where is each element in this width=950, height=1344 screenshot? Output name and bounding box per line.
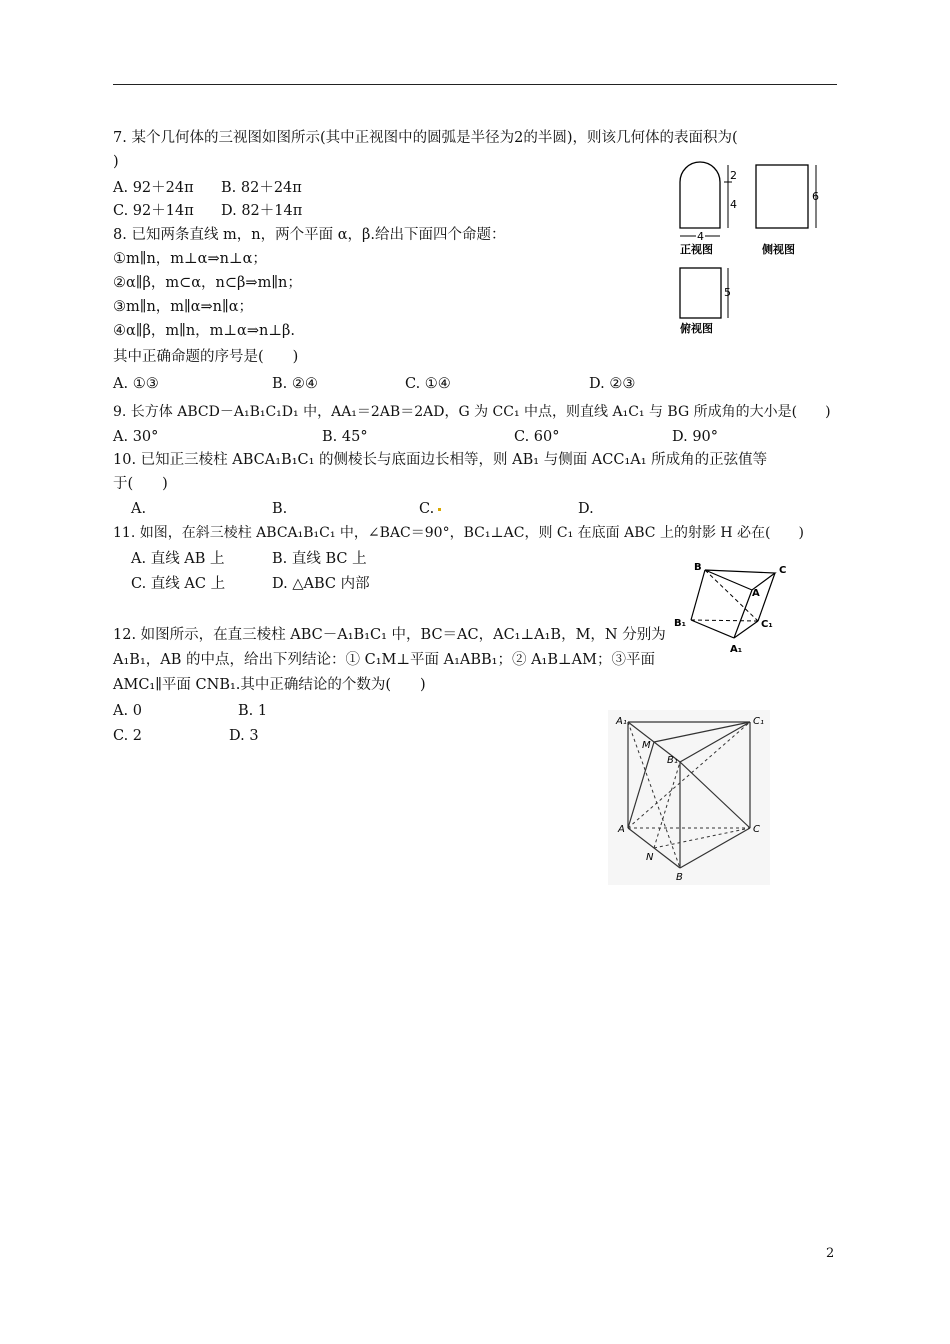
q10-option-d: D. (578, 501, 594, 517)
q8-question: 其中正确命题的序号是( ) (113, 349, 299, 365)
label-b1: B₁ (667, 755, 678, 766)
prism-edge-bb1 (691, 570, 705, 620)
top-view-label: 俯视图 (680, 322, 713, 335)
prism-hidden-edge-b1c1 (691, 620, 758, 621)
oblique-prism-drawing (672, 560, 792, 656)
q10-option-c-mark (438, 508, 441, 511)
q9-option-c: C. 60° (514, 429, 560, 445)
label-a1: A₁ (616, 716, 627, 727)
q8-proposition-1: ①m∥n，m⊥α⇒n⊥α； (113, 251, 267, 267)
q12-option-b: B. 1 (238, 703, 268, 719)
header-rule (113, 84, 837, 85)
q10-option-c: C. (419, 500, 441, 518)
q8-text: 8. 已知两条直线 m，n，两个平面 α，β.给出下面四个命题： (113, 227, 506, 243)
q8-option-c: C. ①④ (405, 376, 451, 392)
dim-label-4-vertical: 4 (730, 198, 737, 211)
front-view-shape (680, 162, 720, 228)
q12-option-d: D. 3 (229, 728, 259, 744)
label-a1: A₁ (730, 644, 743, 655)
q7-option-d: D. 82＋14π (221, 203, 303, 219)
label-b1: B₁ (674, 618, 687, 629)
q11-option-d: D. △ABC 内部 (272, 576, 370, 592)
three-view-drawing (670, 160, 830, 340)
dim-label-2: 2 (730, 169, 737, 182)
q8-option-d: D. ②③ (589, 376, 636, 392)
side-view-shape (756, 165, 808, 228)
label-b: B (694, 562, 702, 573)
top-view-shape (680, 268, 721, 318)
q11-text: 11. 如图，在斜三棱柱 ABCA₁B₁C₁ 中，∠BAC＝90°，BC₁⊥AC，则 C₁ 在底面 ABC 上的射影 H 必在( ) (113, 525, 804, 541)
dim-label-4-horizontal: 4 (697, 230, 704, 243)
q10-option-a: A. (131, 501, 147, 517)
front-view-label: 正视图 (680, 243, 713, 256)
q12-option-a: A. 0 (113, 703, 142, 719)
figure-background (608, 710, 770, 885)
q9-option-a: A. 30° (113, 429, 159, 445)
dim-label-5: 5 (724, 286, 731, 299)
q8-proposition-3: ③m∥n，m∥α⇒n∥α； (113, 299, 254, 315)
dim-label-6: 6 (812, 190, 819, 203)
q7-option-b: B. 82＋24π (221, 180, 302, 196)
right-prism-figure (608, 710, 770, 885)
q9-option-b: B. 45° (322, 429, 368, 445)
q10-option-b: B. (272, 501, 288, 517)
three-view-figure (670, 160, 830, 340)
label-n: N (646, 852, 654, 863)
prism-edge-aa1 (734, 590, 752, 638)
oblique-prism-figure (672, 560, 792, 656)
q10-text-cont: 于( ) (113, 476, 168, 492)
q12-text: 12. 如图所示，在直三棱柱 ABC－A₁B₁C₁ 中，BC＝AC，AC₁⊥A₁B，M，N 分别为 (113, 627, 666, 643)
label-a: A (618, 824, 625, 835)
label-c1: C₁ (761, 619, 773, 630)
label-c: C (753, 824, 760, 835)
prism-edge-cc1 (758, 573, 775, 621)
q8-option-a: A. ①③ (113, 376, 159, 392)
q8-option-b: B. ②④ (272, 376, 318, 392)
q11-option-c: C. 直线 AC 上 (131, 576, 226, 592)
q7-text-cont: ) (113, 154, 119, 170)
side-view-label: 侧视图 (762, 243, 795, 256)
q8-proposition-2: ②α∥β，m⊂α，n⊂β⇒m∥n； (113, 275, 302, 291)
q11-option-b: B. 直线 BC 上 (272, 551, 367, 567)
label-m: M (642, 740, 651, 751)
q9-text: 9. 长方体 ABCD－A₁B₁C₁D₁ 中，AA₁＝2AB＝2AD，G 为 CC₁ 中点，则直线 A₁C₁ 与 BG 所成角的大小是( ) (113, 404, 831, 420)
label-c: C (779, 565, 787, 576)
q10-text: 10. 已知正三棱柱 ABCA₁B₁C₁ 的侧棱长与底面边长相等，则 AB₁ 与侧面 ACC₁A₁ 所成角的正弦值等 (113, 452, 768, 468)
q7-text: 7. 某个几何体的三视图如图所示(其中正视图中的圆弧是半径为2的半圆)，则该几何体的表面积为( (113, 130, 738, 146)
q11-option-a: A. 直线 AB 上 (131, 551, 225, 567)
q12-text-cont-1: A₁B₁，AB 的中点，给出下列结论：① C₁M⊥平面 A₁ABB₁；② A₁B⊥AM；③平面 (113, 652, 655, 668)
label-c1: C₁ (753, 716, 764, 727)
q7-option-a: A. 92＋24π (113, 180, 194, 196)
right-prism-drawing (608, 710, 770, 885)
label-a: A (752, 588, 760, 599)
q12-option-c: C. 2 (113, 728, 143, 744)
q7-option-c: C. 92＋14π (113, 203, 194, 219)
prism-base-edge-b1a1 (691, 620, 734, 638)
q9-option-d: D. 90° (672, 429, 719, 445)
q12-text-cont-2: AMC₁∥平面 CNB₁.其中正确结论的个数为( ) (113, 677, 426, 693)
label-b: B (676, 872, 683, 883)
q8-proposition-4: ④α∥β，m∥n，m⊥α⇒n⊥β. (113, 323, 295, 339)
page-number: 2 (826, 1246, 835, 1261)
